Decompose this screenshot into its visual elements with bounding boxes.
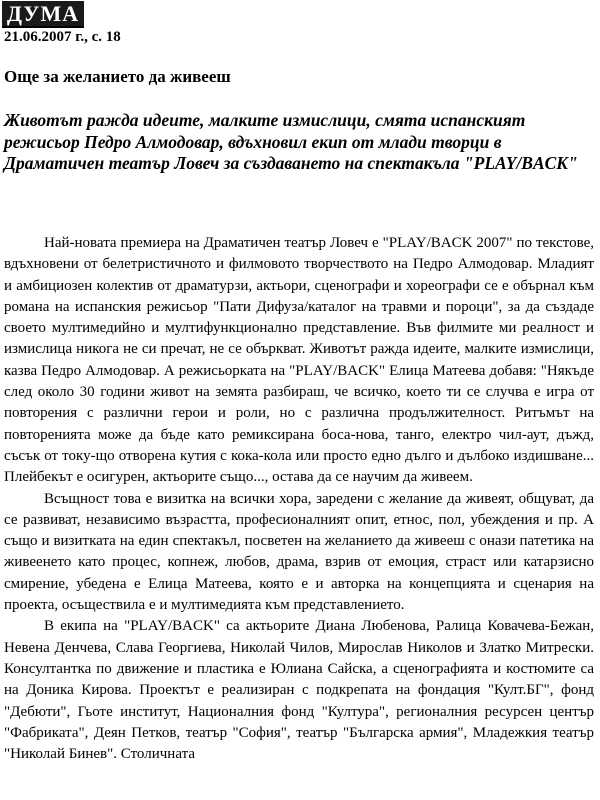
- article-body: [4, 233, 594, 765]
- article-paragraph-1: Най-новата премиера на Драматичен театър Ловеч е "PLAY/BACK 2007" по текстове, вдъхновени от белетристичното и филмовото творчеството на Педро Алмодовар. Младият и амбициозен колектив от драматурзи, актьори, сценографи и хореографи се е обърнал към романа на испанския режисьор "Пати Дифуза/каталог на травми и пороци", за да създаде своето мултимедийно и мултифункционално представление. Във филмите ми реалност и измислица никога не си пречат, не се объркват. Животът ражда идеите, малките измислици, казва Педро Алмодовар. А режисьорката на "PLAY/BACK" Елица Матеева добавя: "Някъде след около 30 години живот на земята разбираш, че всичко, което ти се случва е игра от повторения с различни герои и роли, но с различна продължителност. Ритъмът на повторенията може да бъде като ремиксирана боса-нова, танго, електро чил-аут, дъжд, съсък от току-що отворена кутия с кока-кола или просто едно дълго и дълбоко издишване... Плейбекът е осигурен, актьорите също..., остава да се научим да живеем.: [4, 235, 594, 486]
- logo-text: ДУМА: [6, 1, 80, 26]
- newspaper-logo: [2, 1, 84, 28]
- article-lead: Животът ражда идеите, малките измислици, смята испанският режисьор Педро Алмодовар, вдъхновил екип от млади творци в Драматичен театър Ловеч за създаването на спектакъла "PLAY/BACK": [4, 110, 578, 173]
- article-paragraph-3: В екипа на "PLAY/BACK" са актьорите Диана Любенова, Ралица Ковачева-Бежан, Невена Денчева, Слава Георгиева, Николай Чилов, Мирослав Николов и Златко Митрески. Консултантка по движение и пластика е Юлиана Сайска, а сценографията и костюмите са на Доника Кирова. Проектът е реализиран с подкрепата на фондация "Култ.БГ", фонд "Дебюти", Гьоте институт, Националния фонд "Култура", регионалния ресурсен център "Фабриката", Деян Петков, театър "София", театър "Българска армия", Младежкия театър "Николай Бинев". Столичната: [4, 618, 594, 763]
- publication-date-page: 21.06.2007 г., с. 18: [4, 29, 121, 45]
- article-title: Още за желанието да живееш: [4, 67, 231, 86]
- article-paragraph-2: Всъщност това е визитка на всички хора, заредени с желание да живеят, общуват, да се развиват, независимо възрастта, професионалният опит, етнос, пол, убеждения и пр. А също и визитката на един спектакъл, посветен на желанието да живееш с онази патетика на живеенето като процес, копнеж, любов, драма, взрив от емоция, страст или катарзисно смирение, убедена е Елица Матеева, която е и авторка на концепцията и сценария на проекта, осъществила е и мултимедията към представлението.: [4, 490, 594, 614]
